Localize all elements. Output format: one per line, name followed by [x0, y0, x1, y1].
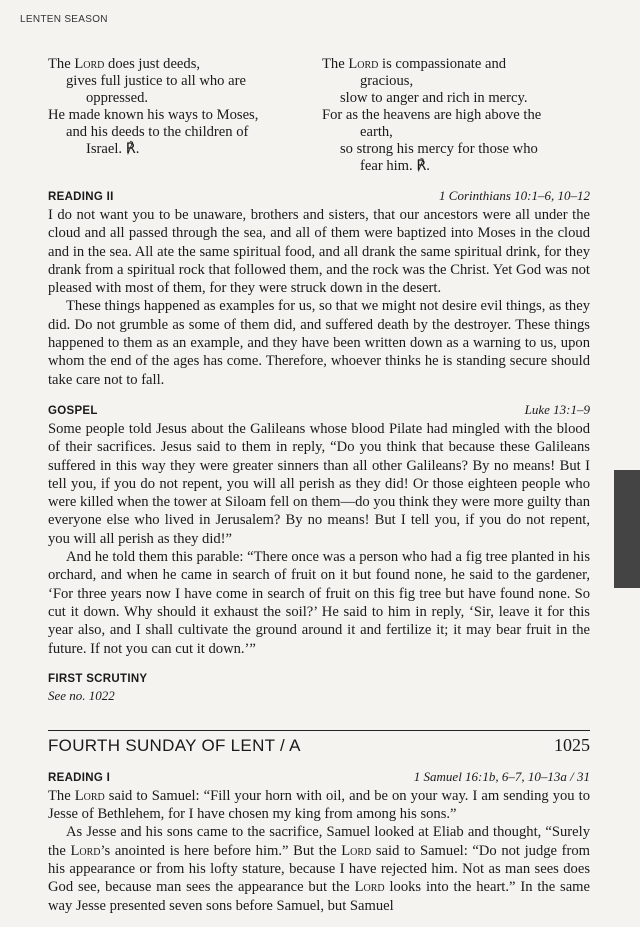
gospel-paragraph: And he told them this parable: “There once was a person who had a fig tree planted in his orchard, and when he came in search of fruit on it but found none, he said to the gardener, ‘For three years now I have come in search of fruit on this fig tree but have found none. So cut it down. Why should it exhaust the soil?’ He said to him in reply, ‘Sir, leave it for this year also, and I shall cultivate the ground around it and fertilize it; it may bear fruit in the future. If not you can cut it down.’”	[48, 549, 590, 657]
scrutiny-header	[48, 670, 590, 688]
section-number: 1025	[554, 734, 590, 755]
reading-i-paragraph: The Lord said to Samuel: “Fill your horn with oil, and be on your way. I am sending you to Jesse of Bethlehem, for I have chosen my king from among his sons.”	[48, 787, 590, 823]
scrutiny-reference: See no. 1022	[48, 687, 115, 703]
psalm-line: For as the heavens are high above the	[322, 107, 542, 123]
psalm-line: Israel. ℟.	[86, 141, 140, 157]
gospel-header	[48, 401, 590, 420]
reading-i-paragraph: As Jesse and his sons came to the sacrifice, Samuel looked at Eliab and thought, “Surely the Lord’s anointed is here before him.” But the Lord said to Samuel: “Do not judge from his appearance or from his lofty stature, because I have rejected him. Not as man sees does God see, because man sees the appearance but the Lord looks into the heart.” In the same way Jesse presented seven sons before Samuel, but Samuel	[48, 824, 591, 914]
psalm-line: earth,	[360, 124, 393, 140]
section-title: FOURTH SUNDAY OF LENT / A	[48, 735, 301, 755]
psalm-line: fear him. ℟.	[360, 158, 430, 174]
psalm-line: He made known his ways to Moses,	[48, 107, 259, 123]
reading-ii-header	[48, 187, 590, 206]
psalm-left-column	[48, 56, 316, 175]
running-head: LENTEN SEASON	[20, 14, 108, 25]
page-body	[48, 56, 590, 915]
reading-ii-heading: READING II	[48, 191, 114, 203]
psalm-line: and his deeds to the children of	[66, 124, 249, 140]
reading-ii-citation: 1 Corinthians 10:1–6, 10–12	[439, 188, 590, 203]
scrutiny-heading: FIRST SCRUTINY	[48, 672, 148, 685]
reading-i-header	[48, 768, 590, 787]
psalm-line: so strong his mercy for those who	[340, 141, 538, 157]
gospel-citation: Luke 13:1–9	[524, 401, 590, 417]
psalm-line: The Lord is compassionate and	[322, 56, 507, 72]
thumb-index-tab	[614, 470, 640, 588]
psalm-line: slow to anger and rich in mercy.	[340, 90, 528, 106]
psalm-line: gracious,	[360, 73, 414, 89]
reading-i-heading: READING I	[48, 771, 111, 784]
reading-ii-paragraph: I do not want you to be unaware, brothers and sisters, that our ancestors were all under the cloud and all passed through the sea, and all of them were baptized into Moses in the cloud and in the sea. All ate the same spiritual food, and all drank the same spiritual drink, for they drank from a spiritual rock that followed them, and the rock was the Christ. Yet God was not pleased with most of them, for they were struck down in the desert.	[48, 207, 590, 297]
gospel-heading: GOSPEL	[48, 404, 98, 417]
gospel-paragraph: Some people told Jesus about the Galileans whose blood Pilate had mingled with the blood of their sacrifices. Jesus said to them in reply, “Do you think that because these Galileans suffered in this way they were greater sinners than all other Galileans? By no means! But I tell you, if you do not repent, you will all perish as they did! Or those eighteen people who were killed when the tower at Siloam fell on them—do you think they were more guilty than everyone else who lived in Jerusalem? By no means! But I tell you, if you do not repent, you will all perish as they did!”	[48, 420, 590, 547]
reading-i-citation: 1 Samuel 16:1b, 6–7, 10–13a / 31	[413, 768, 590, 784]
section-title-bar	[48, 730, 590, 756]
psalm-right-column	[322, 56, 590, 175]
reading-ii-paragraph: These things happened as examples for us, so that we might not desire evil things, as they did. Do not grumble as some of them did, and suffered death by the destroyer. These things happened to them as an example, and they have been written down as a warning to us, upon whom the end of the ages has come. Therefore, whoever thinks he is standing secure should take care not to fall.	[48, 298, 590, 388]
psalm-line: oppressed.	[86, 90, 149, 106]
psalm-line: The Lord does just deeds,	[48, 56, 201, 72]
psalm-stanzas	[48, 56, 590, 175]
psalm-line: gives full justice to all who are	[66, 73, 246, 89]
